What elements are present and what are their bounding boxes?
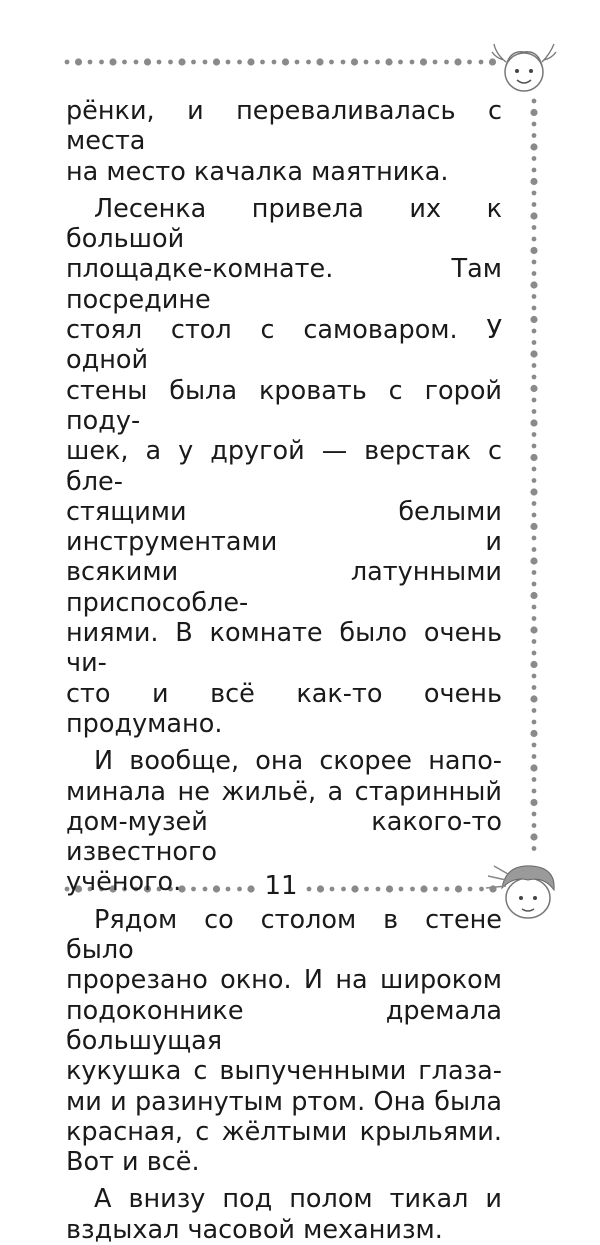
text-line: красная, с жёлтыми крыльями.: [66, 1116, 502, 1147]
text-line: дом-музей какого-то известного: [66, 806, 502, 868]
text-line: рёнки, и переваливалась с места: [66, 96, 502, 157]
text-line: вздыхал часовой механизм.: [66, 1214, 443, 1245]
text-line: кукушка с выпученными глаза-: [66, 1056, 502, 1087]
text-line: Лесенка привела их к большой: [66, 193, 502, 255]
text-line: площадке-комнате. Там посредине: [66, 254, 502, 315]
text-line: подоконнике дремала большущая: [66, 995, 502, 1056]
text-line: всякими латунными приспособле-: [66, 557, 502, 618]
text-line: Вот и всё.: [66, 1147, 200, 1178]
text-line: И вообще, она скорее напо-: [94, 746, 502, 777]
dotted-border-right: [527, 96, 541, 856]
text-line: на место качалка маятника.: [66, 156, 449, 187]
text-line: сто и всё как-то очень продумано.: [66, 678, 502, 739]
text-line: А внизу под полом тикал и: [94, 1184, 502, 1215]
text-line: ми и разинутым ртом. Она была: [66, 1086, 502, 1117]
text-line: ниями. В комнате было очень чи-: [66, 618, 502, 679]
text-line: стены была кровать с горой поду-: [66, 375, 502, 436]
dotted-border-top: [62, 55, 502, 69]
text-line: шек, а у другой — верстак с бле-: [66, 436, 502, 497]
text-line: Рядом со столом в стене было: [66, 904, 502, 966]
text-line: минала не жильё, а старинный: [66, 776, 502, 807]
text-line: прорезано окно. И на широком: [66, 965, 502, 996]
page-body-text: [66, 96, 502, 1245]
text-line: учёного.: [66, 867, 182, 898]
girl-face-icon: [490, 40, 558, 98]
text-line: стоял стол с самоваром. У одной: [66, 315, 502, 376]
text-line: стящими белыми инструментами и: [66, 496, 502, 558]
page-number: 11: [264, 871, 298, 901]
